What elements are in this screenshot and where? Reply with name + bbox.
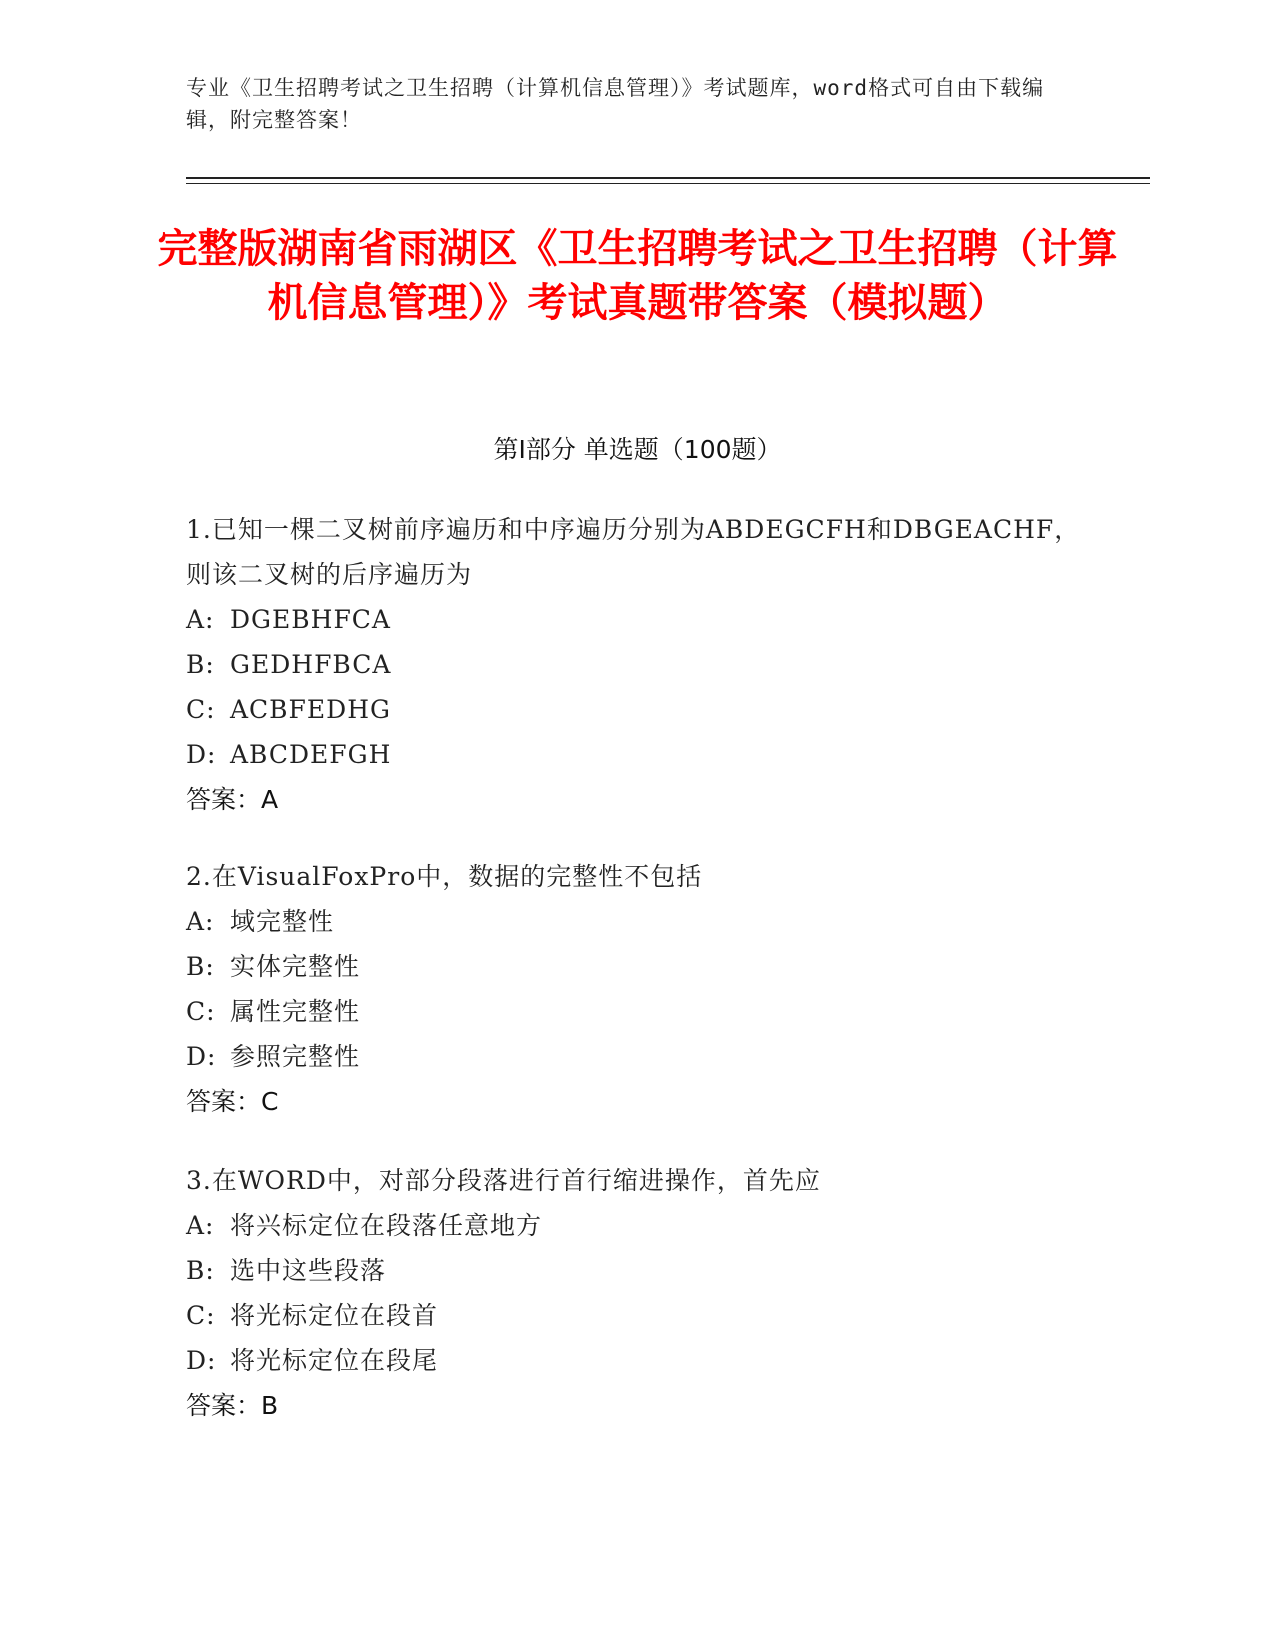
option-c [186, 1293, 1086, 1338]
option-letter: A: [186, 907, 215, 936]
option-text: 参照完整性 [230, 1042, 361, 1071]
option-text: 将光标定位在段首 [230, 1301, 439, 1330]
option-text: 实体完整性 [230, 952, 361, 981]
question-stem: 1.已知一棵二叉树前序遍历和中序遍历分别为ABDEGCFH和DBGEACHF，则该二叉树的后序遍历为 [186, 515, 1081, 589]
question-stem: 2.在VisualFoxPro中，数据的完整性不包括 [186, 862, 703, 891]
option-c [186, 687, 1086, 732]
option-text: ACBFEDHG [230, 695, 391, 724]
answer-line: 答案：C [186, 1087, 279, 1116]
option-letter: C: [186, 1301, 216, 1330]
answer-line: 答案：B [186, 1391, 279, 1420]
option-letter: D: [186, 1042, 217, 1071]
header-divider-thick [186, 177, 1150, 179]
option-a [186, 1203, 1086, 1248]
option-b [186, 1248, 1086, 1293]
option-text: DGEBHFCA [230, 605, 391, 634]
question-3 [186, 1158, 1086, 1428]
option-text: 将光标定位在段尾 [230, 1346, 439, 1375]
option-text: 域完整性 [230, 907, 335, 936]
option-d [186, 1034, 1086, 1079]
question-stem: 3.在WORD中，对部分段落进行首行缩进操作，首先应 [186, 1166, 821, 1195]
option-b [186, 944, 1086, 989]
option-text: ABCDEFGH [230, 740, 392, 769]
option-text: 属性完整性 [230, 997, 361, 1026]
option-a [186, 597, 1086, 642]
question-2 [186, 854, 1086, 1124]
option-letter: D: [186, 1346, 217, 1375]
section-heading: 第Ⅰ部分 单选题（100题） [493, 435, 782, 464]
answer-line: 答案：A [186, 785, 279, 814]
option-c [186, 989, 1086, 1034]
option-text: GEDHFBCA [230, 650, 392, 679]
option-letter: B: [186, 952, 215, 981]
option-letter: B: [186, 1256, 215, 1285]
option-b [186, 642, 1086, 687]
option-letter: C: [186, 997, 216, 1026]
option-letter: A: [186, 605, 215, 634]
header-note: 专业《卫生招聘考试之卫生招聘（计算机信息管理）》考试题库，word格式可自由下载编辑，附完整答案！ [186, 76, 1045, 132]
option-a [186, 899, 1086, 944]
option-letter: C: [186, 695, 216, 724]
option-text: 选中这些段落 [230, 1256, 387, 1285]
document-title: 完整版湖南省雨湖区《卫生招聘考试之卫生招聘（计算机信息管理）》考试真题带答案（模拟题） [157, 226, 1118, 326]
header-divider-thin [186, 183, 1150, 184]
option-d [186, 1338, 1086, 1383]
option-d [186, 732, 1086, 777]
option-letter: A: [186, 1211, 215, 1240]
question-1 [186, 507, 1086, 822]
option-letter: D: [186, 740, 217, 769]
option-letter: B: [186, 650, 215, 679]
option-text: 将兴标定位在段落任意地方 [230, 1211, 543, 1240]
